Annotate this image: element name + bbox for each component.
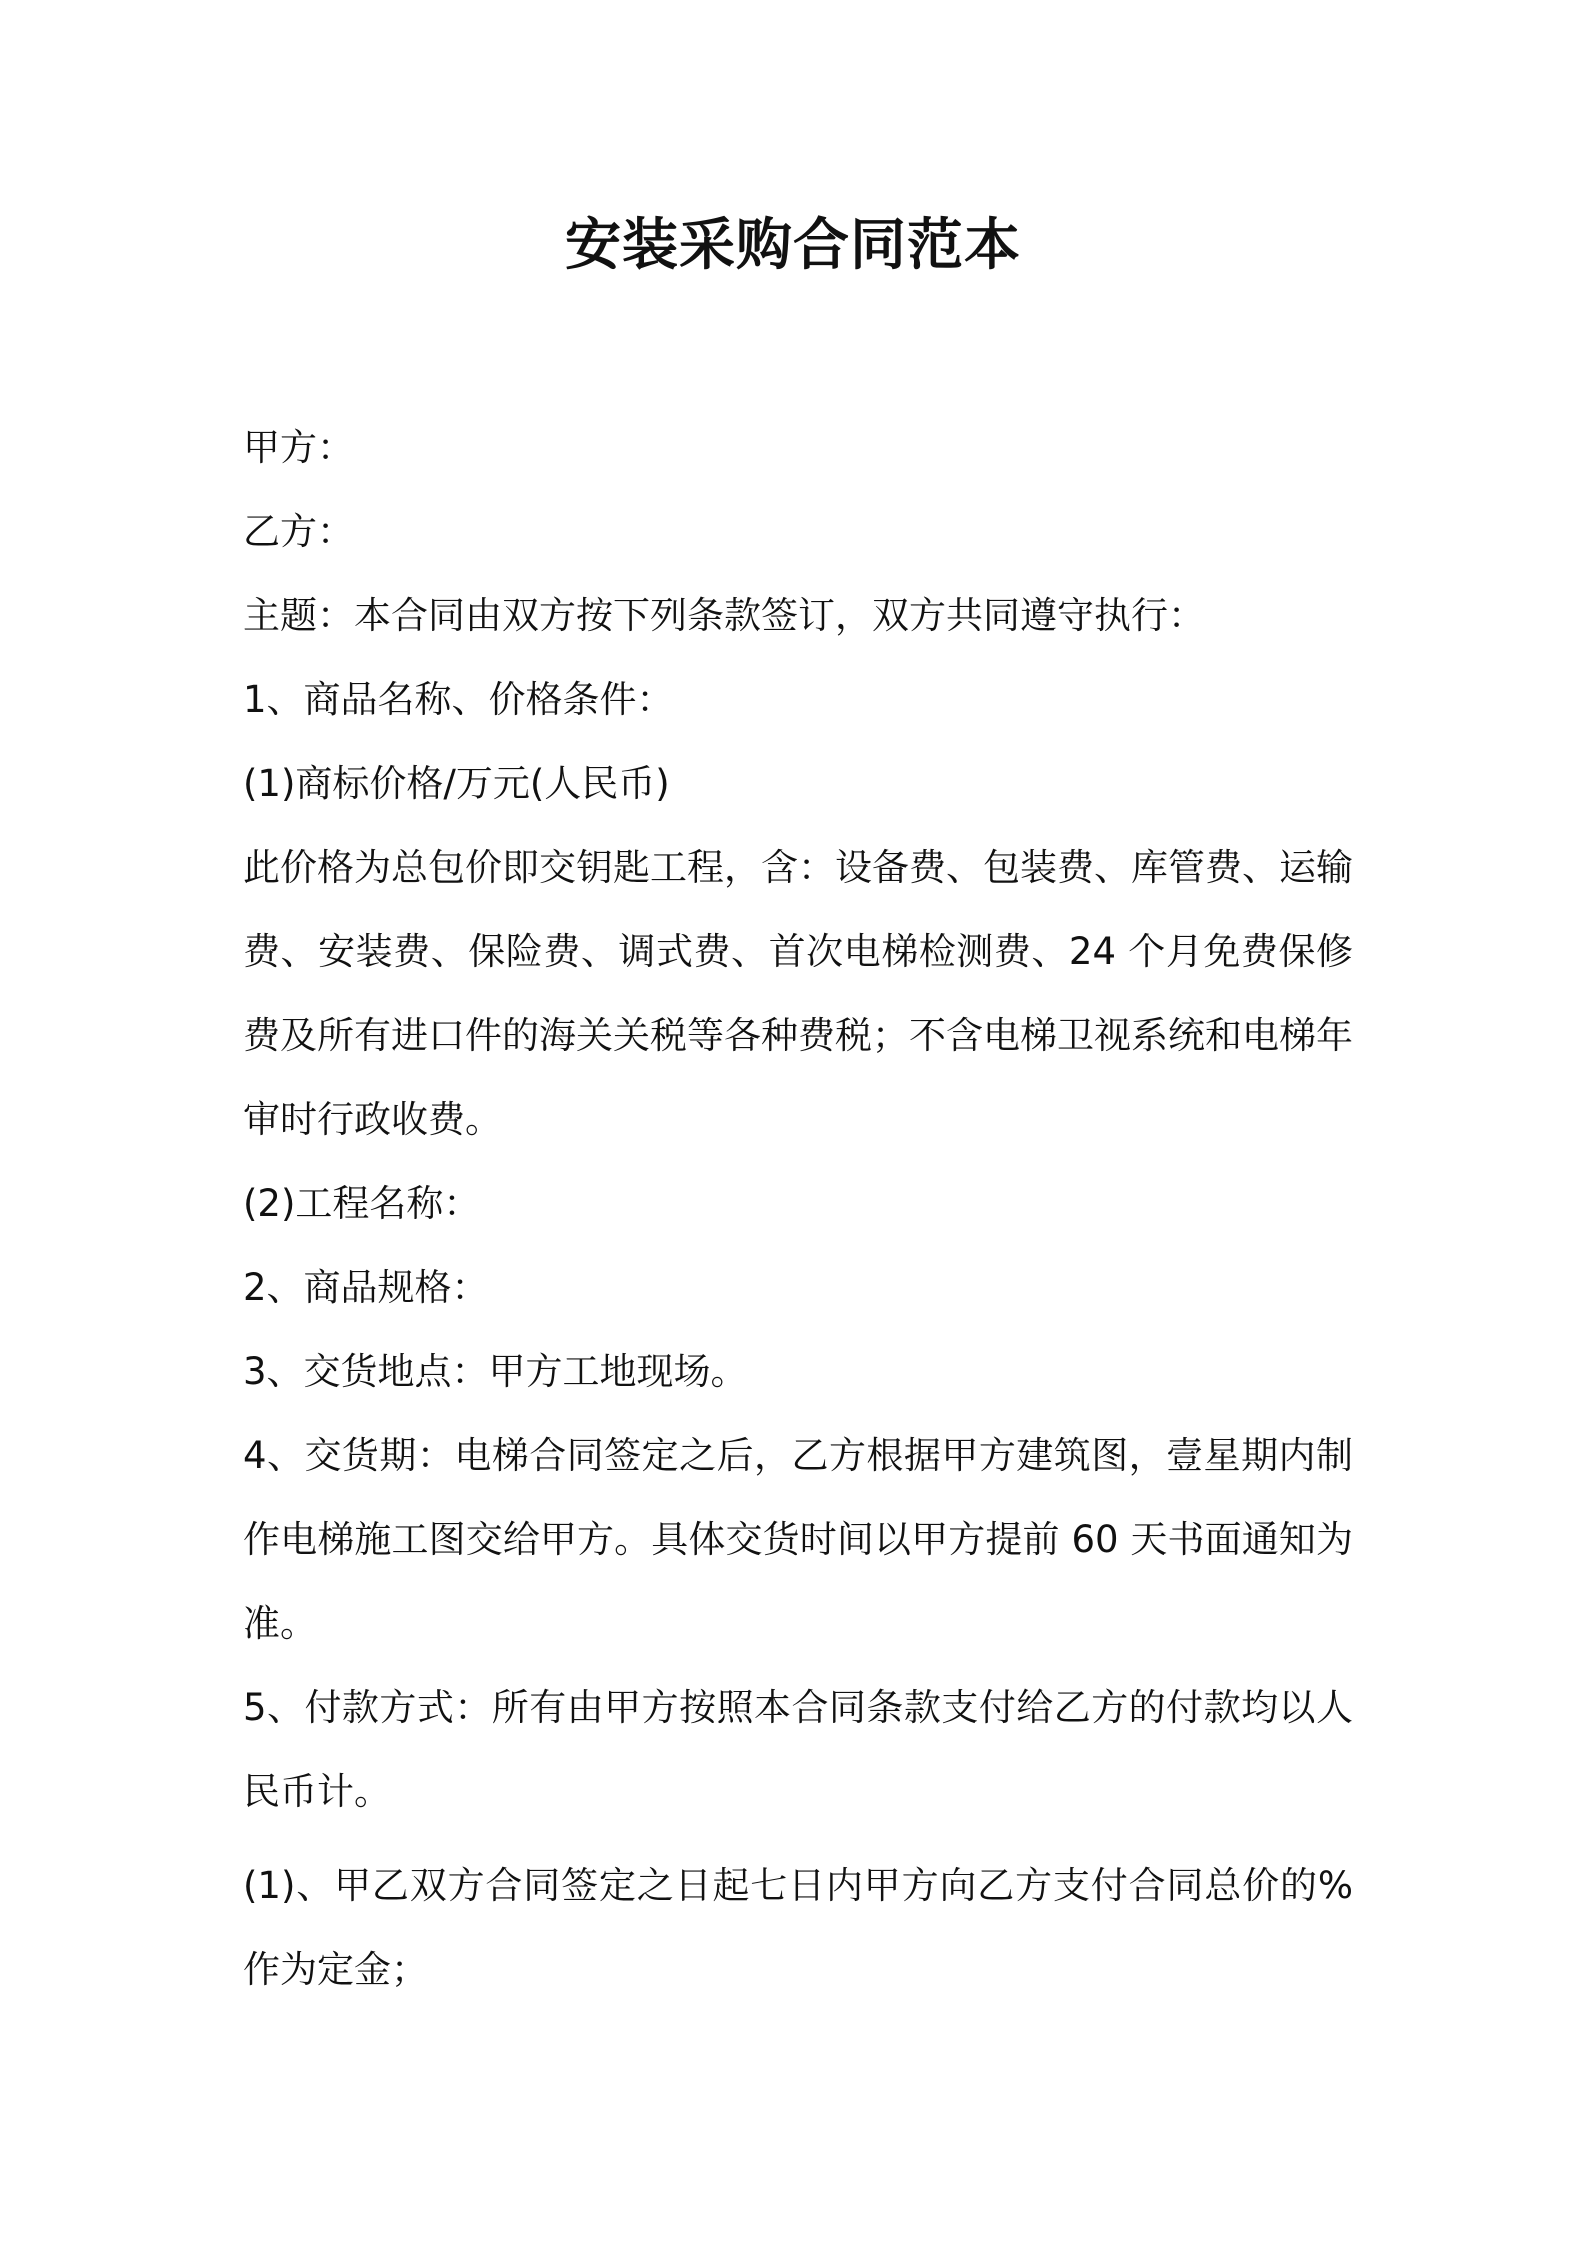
clause-1-price-note: 此价格为总包价即交钥匙工程，含：设备费、包装费、库管费、运输费、安装费、保险费、调式费、首次电梯检测费、24 个月免费保修费及所有进口件的海关关税等各种费税；不含电梯卫视系统和电梯年审时行政收费。: [243, 846, 1353, 1141]
party-a-line: 甲方：: [243, 426, 354, 469]
clause-1-item-1: (1)商标价格/万元(人民币): [243, 762, 670, 805]
clause-3-heading: 3、交货地点：甲方工地现场。: [243, 1350, 748, 1393]
clause-5-item-1: (1)、甲乙双方合同签定之日起七日内甲方向乙方支付合同总价的%作为定金；: [243, 1864, 1353, 1991]
contract-body: [243, 406, 1353, 2012]
clause-2-heading: 2、商品规格：: [243, 1266, 489, 1309]
clause-1-item-2: (2)工程名称：: [243, 1182, 481, 1225]
clause-1-heading: 1、商品名称、价格条件：: [243, 678, 674, 721]
clause-5-text: 5、付款方式：所有由甲方按照本合同条款支付给乙方的付款均以人民币计。: [243, 1686, 1353, 1813]
clause-4-text: 4、交货期：电梯合同签定之后，乙方根据甲方建筑图，壹星期内制作电梯施工图交给甲方。具体交货时间以甲方提前 60 天书面通知为准。: [243, 1434, 1353, 1645]
subject-line: 主题：本合同由双方按下列条款签订，双方共同遵守执行：: [243, 594, 1205, 637]
party-b-line: 乙方：: [243, 510, 354, 553]
page-title: 安装采购合同范本: [565, 213, 1021, 278]
